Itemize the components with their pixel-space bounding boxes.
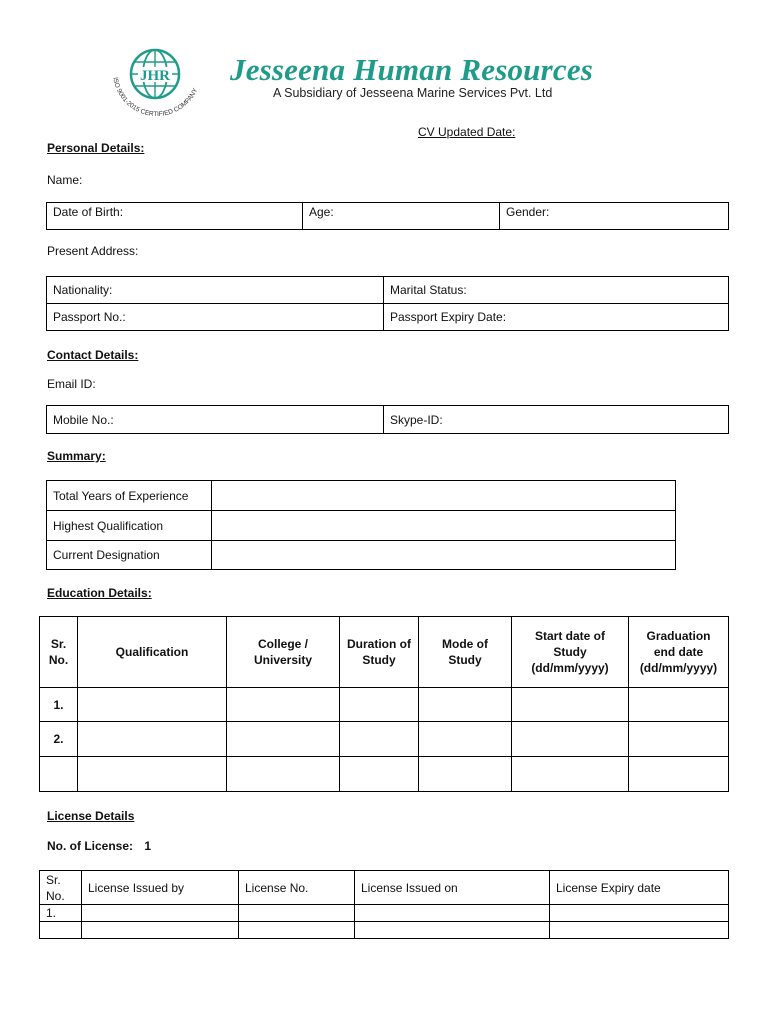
- license-col-header: License Issued by: [82, 871, 239, 905]
- company-subtitle: A Subsidiary of Jesseena Marine Services Pvt. Ltd: [273, 86, 553, 100]
- summary-row-label: Total Years of Experience: [47, 481, 212, 511]
- personal-details-heading: Personal Details:: [47, 141, 145, 155]
- license-cell[interactable]: [550, 905, 729, 922]
- contact-details-heading: Contact Details:: [47, 348, 139, 362]
- edu-cell[interactable]: [78, 757, 227, 792]
- summary-table: [46, 480, 676, 570]
- edu-cell[interactable]: [227, 722, 340, 757]
- edu-cell[interactable]: [512, 688, 629, 722]
- edu-cell[interactable]: [419, 688, 512, 722]
- license-cell[interactable]: [355, 922, 550, 939]
- table-row: [40, 722, 729, 757]
- company-logo: [105, 44, 215, 124]
- gender-label: Gender:: [506, 205, 550, 219]
- edu-sr-no: 2.: [40, 722, 78, 757]
- edu-col-header: Qualification: [78, 617, 227, 688]
- edu-col-header: College / University: [227, 617, 340, 688]
- summary-row-label: Current Designation: [47, 541, 212, 570]
- license-cell[interactable]: [239, 922, 355, 939]
- license-sr-no: [40, 922, 82, 939]
- table-row: [40, 905, 729, 922]
- edu-cell[interactable]: [340, 688, 419, 722]
- mobile-label: Mobile No.:: [53, 412, 114, 427]
- edu-col-header: Sr. No.: [40, 617, 78, 688]
- nationality-passport-table: [46, 276, 729, 331]
- edu-col-header: Start date of Study (dd/mm/yyyy): [512, 617, 629, 688]
- marital-status-field[interactable]: [384, 277, 729, 304]
- edu-cell[interactable]: [419, 757, 512, 792]
- license-col-header: License No.: [239, 871, 355, 905]
- edu-cell[interactable]: [227, 757, 340, 792]
- license-count-value: 1: [144, 839, 152, 853]
- edu-cell[interactable]: [512, 722, 629, 757]
- company-name: Jesseena Human Resources: [230, 52, 594, 87]
- license-count: [47, 839, 151, 853]
- edu-cell[interactable]: [78, 688, 227, 722]
- table-row: [40, 922, 729, 939]
- summary-heading: Summary:: [47, 449, 106, 463]
- education-details-heading: Education Details:: [47, 586, 152, 600]
- education-table: [39, 616, 729, 792]
- age-field[interactable]: [303, 203, 500, 230]
- license-sr-no: 1.: [40, 905, 82, 922]
- edu-cell[interactable]: [340, 757, 419, 792]
- nationality-field[interactable]: [47, 277, 384, 304]
- summary-row-label: Highest Qualification: [47, 511, 212, 541]
- edu-sr-no: [40, 757, 78, 792]
- table-row: [40, 688, 729, 722]
- gender-field[interactable]: [500, 203, 729, 230]
- edu-sr-no: 1.: [40, 688, 78, 722]
- skype-label: Skype-ID:: [390, 412, 443, 427]
- qualification-input-cell[interactable]: [212, 511, 676, 541]
- designation-input-cell[interactable]: [212, 541, 676, 570]
- license-cell[interactable]: [82, 905, 239, 922]
- edu-cell[interactable]: [629, 688, 729, 722]
- passport-no-label: Passport No.:: [53, 310, 126, 324]
- name-label: Name:: [47, 173, 83, 187]
- nationality-label: Nationality:: [53, 283, 113, 297]
- dob-label: Date of Birth:: [53, 205, 124, 219]
- cv-updated-date-label: CV Updated Date:: [418, 125, 516, 139]
- mobile-skype-table: [46, 405, 729, 434]
- edu-cell[interactable]: [340, 722, 419, 757]
- dob-age-gender-table: [46, 202, 729, 230]
- present-address-label: Present Address:: [47, 244, 139, 258]
- passport-expiry-field[interactable]: [384, 304, 729, 331]
- edu-col-header: Duration of Study: [340, 617, 419, 688]
- edu-cell[interactable]: [78, 722, 227, 757]
- logo-ring-text: ISO 9001-2015 CERTIFIED COMPANY: [111, 76, 200, 119]
- edu-cell[interactable]: [512, 757, 629, 792]
- license-cell[interactable]: [239, 905, 355, 922]
- passport-no-field[interactable]: [47, 304, 384, 331]
- license-details-heading: License Details: [47, 809, 135, 823]
- edu-cell[interactable]: [629, 757, 729, 792]
- dob-field[interactable]: [47, 203, 303, 230]
- license-col-header: License Issued on: [355, 871, 550, 905]
- license-col-header: License Expiry date: [550, 871, 729, 905]
- license-cell[interactable]: [355, 905, 550, 922]
- license-cell[interactable]: [82, 922, 239, 939]
- edu-cell[interactable]: [629, 722, 729, 757]
- edu-col-header: Graduation end date (dd/mm/yyyy): [629, 617, 729, 688]
- experience-input-cell[interactable]: [212, 481, 676, 511]
- logo-monogram: JHR: [140, 68, 170, 84]
- mobile-field[interactable]: [47, 406, 384, 434]
- license-cell[interactable]: [550, 922, 729, 939]
- edu-cell[interactable]: [419, 722, 512, 757]
- email-label: Email ID:: [47, 377, 96, 391]
- skype-field[interactable]: [384, 406, 729, 434]
- age-label: Age:: [309, 205, 334, 219]
- edu-cell[interactable]: [227, 688, 340, 722]
- license-count-label: No. of License:: [47, 839, 134, 853]
- passport-expiry-label: Passport Expiry Date:: [390, 310, 507, 324]
- edu-col-header: Mode of Study: [419, 617, 512, 688]
- license-col-header: Sr. No.: [40, 871, 82, 905]
- marital-status-label: Marital Status:: [390, 283, 467, 297]
- license-table: [39, 870, 729, 939]
- table-row: [40, 757, 729, 792]
